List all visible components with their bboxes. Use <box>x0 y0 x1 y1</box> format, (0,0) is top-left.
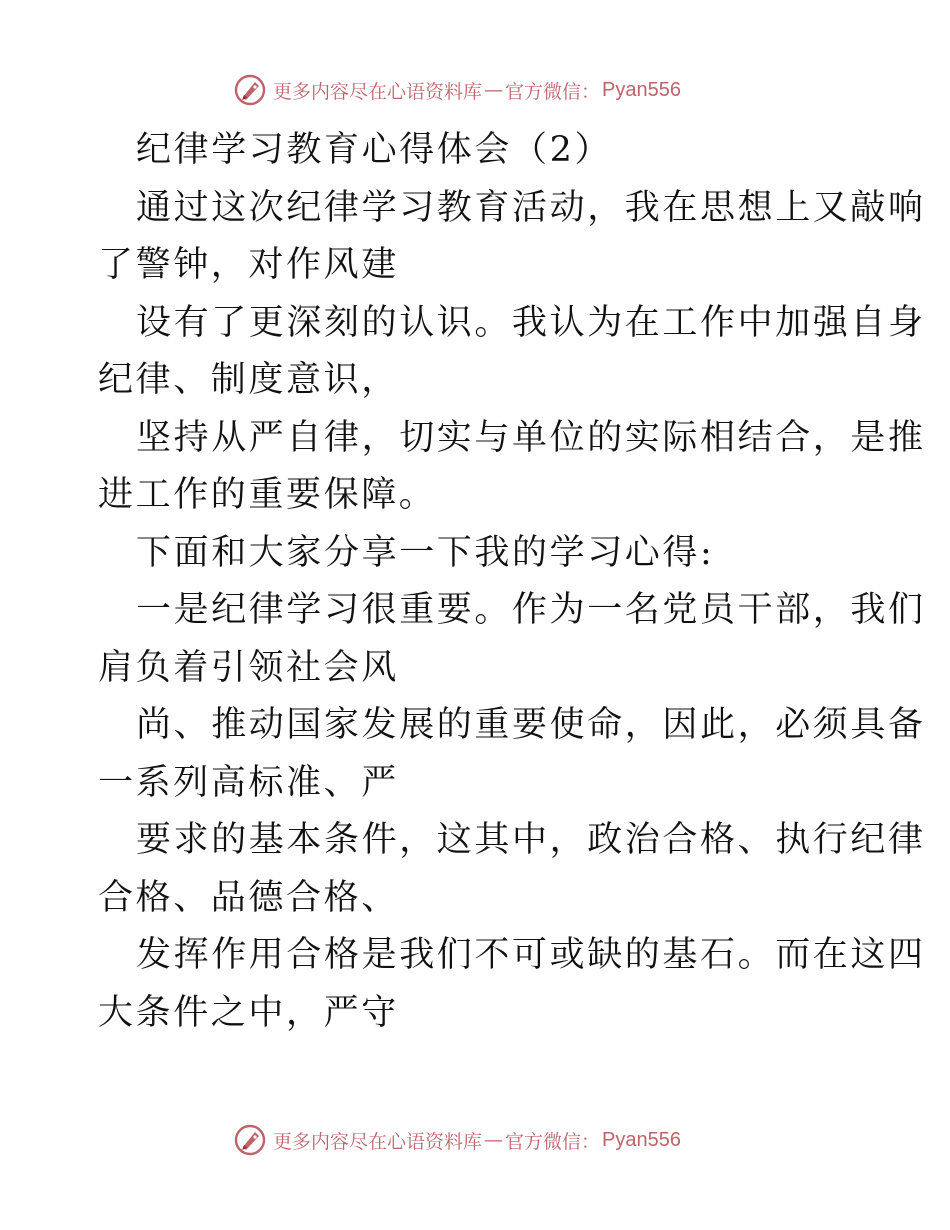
footer-banner <box>233 1120 681 1160</box>
paragraph-line: 纪律、制度意识， <box>98 360 399 400</box>
footer-promo-text: 更多内容尽在心语资料库 <box>273 1130 483 1153</box>
document-title: 纪律学习教育心得体会（2） <box>136 130 613 170</box>
pen-nib-logo-icon <box>233 73 267 107</box>
paragraph-line: 了警钟，对作风建 <box>98 245 399 285</box>
paragraph-line: 尚、推动国家发展的重要使命，因此，必须具备 <box>136 705 926 745</box>
footer-wechat-handle: Pyan556 <box>602 1128 681 1151</box>
paragraph-line: 通过这次纪律学习教育活动，我在思想上又敲响 <box>136 187 926 228</box>
paragraph-line: 进工作的重要保障。 <box>98 475 437 515</box>
header-dash: — <box>484 79 504 101</box>
paragraph-line: 设有了更深刻的认识。我认为在工作中加强自身 <box>136 302 926 343</box>
paragraph-line: 一系列高标准、严 <box>98 762 399 803</box>
header-banner <box>233 70 681 110</box>
paragraph-line: 坚持从严自律，切实与单位的实际相结合，是推 <box>136 417 926 458</box>
paragraph-line: 肩负着引领社会风 <box>98 647 399 688</box>
paragraph-line: 大条件之中，严守 <box>98 992 399 1033</box>
pen-nib-logo-icon <box>233 1123 267 1157</box>
header-wechat-handle: Pyan556 <box>602 78 681 101</box>
footer-dash: — <box>484 1129 504 1151</box>
paragraph-line: 下面和大家分享一下我的学习心得: <box>136 532 715 573</box>
document-body <box>98 122 926 1042</box>
header-promo-text: 更多内容尽在心语资料库 <box>273 80 483 103</box>
header-wechat-label: 官方微信： <box>505 80 601 103</box>
footer-wechat-label: 官方微信： <box>505 1130 601 1153</box>
paragraph-line: 合格、品德合格、 <box>98 877 399 918</box>
paragraph-line: 要求的基本条件，这其中，政治合格、执行纪律 <box>136 820 926 860</box>
paragraph-line: 一是纪律学习很重要。作为一名党员干部，我们 <box>136 590 926 630</box>
paragraph-line: 发挥作用合格是我们不可或缺的基石。而在这四 <box>136 935 926 975</box>
